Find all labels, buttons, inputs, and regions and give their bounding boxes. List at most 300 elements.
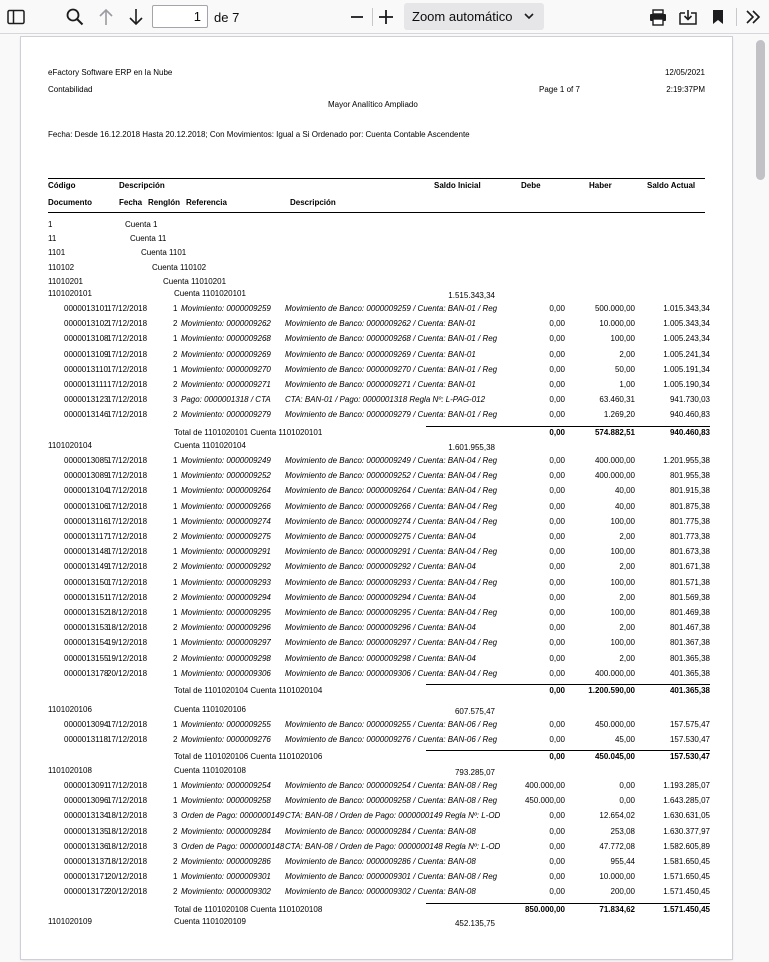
save-button[interactable] [677,7,699,27]
movement-haber: 2,00 [619,623,635,632]
movement-line: 1 [173,720,178,729]
hier-name: Cuenta 11 [130,234,167,243]
arrow-down-icon [128,8,144,26]
movement-reference: Movimiento: 0000009258 [181,796,271,805]
movement-date: 18/12/2018 [107,827,148,836]
movement-date: 20/12/2018 [107,872,148,881]
movement-debe: 0,00 [549,471,565,480]
movement-debe: 0,00 [549,380,565,389]
account-name: Cuenta 1101020104 [174,441,246,450]
movement-haber: 63.460,31 [599,395,635,404]
document-viewer[interactable] [0,34,769,962]
movement-saldo: 1.193.285,07 [663,781,710,790]
movement-description: Movimiento de Banco: 0000009292 / Cuenta: BAN-04 [285,562,476,571]
movement-row [21,304,732,319]
movement-saldo: 801.367,38 [669,638,710,647]
hier-name: Cuenta 1101 [141,248,187,257]
movement-date: 18/12/2018 [107,623,148,632]
movement-description: Movimiento de Banco: 0000009254 / Cuenta: BAN-08 / Reg [285,781,498,790]
movement-saldo: 1.630.377,97 [663,827,710,836]
movement-reference: Movimiento: 0000009274 [181,517,271,526]
movement-description: Movimiento de Banco: 0000009276 / Cuenta: BAN-06 / Reg [285,735,498,744]
account-code: 1101020101 [48,289,92,298]
zoom-in-button[interactable] [377,8,395,26]
account-total-debe: 0,00 [549,428,565,437]
movement-saldo: 1.582.605,89 [663,842,710,851]
account-saldo-inicial: 1.515.343,34 [448,291,495,300]
movement-description: Movimiento de Banco: 0000009298 / Cuenta: BAN-04 [285,654,476,663]
movement-saldo: 801.571,38 [669,578,710,587]
movement-haber: 0,00 [619,781,635,790]
movement-debe: 0,00 [549,827,565,836]
hier-code: 110102 [48,263,75,272]
movement-line: 3 [173,842,178,851]
movement-haber: 45,00 [614,735,635,744]
movement-haber: 100,00 [610,547,635,556]
movement-reference: Movimiento: 0000009301 [181,872,271,881]
account-code: 1101020104 [48,441,92,450]
page-total-label: de 7 [214,10,240,25]
movement-debe: 0,00 [549,304,565,313]
header-rule-bottom [48,212,705,213]
movement-date: 20/12/2018 [107,669,148,678]
col-descripcion: Descripción [119,181,165,190]
movement-doc: 0000013096 [64,796,109,805]
report-filter: Fecha: Desde 16.12.2018 Hasta 20.12.2018; Con Movimientos: Igual a Si Ordenado por: Cuenta Contable Ascendente [48,130,470,139]
movement-date: 17/12/2018 [107,517,148,526]
movement-reference: Movimiento: 0000009252 [181,471,271,480]
col-haber: Haber [589,181,612,190]
movement-saldo: 801.671,38 [669,562,710,571]
movement-date: 17/12/2018 [107,796,148,805]
movement-haber: 10.000,00 [599,872,635,881]
movement-line: 2 [173,350,178,359]
total-rule [426,903,710,904]
col-descripcion-mov: Descripción [290,198,336,207]
movement-reference: Movimiento: 0000009294 [181,593,271,602]
movement-haber: 100,00 [610,578,635,587]
zoom-select[interactable] [404,3,544,30]
hier-code: 11 [48,234,57,243]
movement-haber: 100,00 [610,608,635,617]
hier-code: 1 [48,220,53,229]
hier-code: 1101 [48,248,66,257]
movement-reference: Movimiento: 0000009262 [181,319,271,328]
next-page-button[interactable] [126,7,146,27]
movement-saldo: 1.005.343,34 [663,319,710,328]
movement-line: 2 [173,410,178,419]
movement-description: Movimiento de Banco: 0000009258 / Cuenta: BAN-08 / Reg [285,796,498,805]
movement-description: Movimiento de Banco: 0000009286 / Cuenta: BAN-08 [285,857,476,866]
movement-debe: 0,00 [549,593,565,602]
movement-saldo: 1.643.285,07 [663,796,710,805]
movement-doc: 0000013178 [64,669,109,678]
movement-date: 17/12/2018 [107,380,148,389]
previous-page-button[interactable] [96,7,116,27]
movement-reference: Movimiento: 0000009302 [181,887,271,896]
movement-reference: Movimiento: 0000009292 [181,562,271,571]
movement-saldo: 1.005.191,34 [663,365,710,374]
pdf-toolbar [0,0,769,34]
movement-description: Movimiento de Banco: 0000009279 / Cuenta: BAN-01 / Reg [285,410,498,419]
movement-line: 1 [173,486,178,495]
movement-line: 1 [173,578,178,587]
account-total-haber: 1.200.590,00 [588,686,635,695]
movement-saldo: 1.581.650,45 [663,857,710,866]
movement-haber: 100,00 [610,638,635,647]
movement-haber: 2,00 [619,593,635,602]
movement-description: Movimiento de Banco: 0000009295 / Cuenta: BAN-04 / Reg [285,608,498,617]
movement-description: Movimiento de Banco: 0000009291 / Cuenta: BAN-04 / Reg [285,547,498,556]
account-total-haber: 450.045,00 [594,752,635,761]
movement-reference: Movimiento: 0000009297 [181,638,271,647]
movement-date: 17/12/2018 [107,350,148,359]
movement-line: 2 [173,562,178,571]
movement-debe: 0,00 [549,735,565,744]
movement-saldo: 1.201.955,38 [663,456,710,465]
movement-haber: 400.000,00 [594,471,635,480]
toolbar-separator [372,8,373,26]
movement-row [21,720,732,735]
movement-saldo: 941.730,03 [669,395,710,404]
account-code: 1101020108 [48,766,92,775]
zoom-out-icon [350,10,364,24]
movement-reference: Movimiento: 0000009296 [181,623,271,632]
movement-line: 2 [173,623,178,632]
movement-saldo: 940.460,83 [669,410,710,419]
movement-debe: 0,00 [549,395,565,404]
movement-haber: 47.772,08 [599,842,635,851]
movement-line: 1 [173,365,178,374]
movement-saldo: 157.575,47 [669,720,710,729]
movement-doc: 0000013154 [64,638,109,647]
movement-haber: 200,00 [610,887,635,896]
zoom-select-value: Zoom automático [412,9,513,24]
movement-doc: 0000013137 [64,857,109,866]
movement-row [21,471,732,486]
movement-date: 17/12/2018 [107,319,148,328]
movement-reference: Orden de Pago: 0000000149 [181,811,285,820]
movement-debe: 0,00 [549,842,565,851]
movement-line: 1 [173,334,178,343]
movement-line: 3 [173,811,178,820]
search-icon [66,8,84,26]
movement-row [21,562,732,577]
movement-description: CTA: BAN-08 / Orden de Pago: 0000000148 Regla Nº: L-OD [285,842,501,851]
movement-line: 2 [173,532,178,541]
movement-date: 17/12/2018 [107,735,148,744]
movement-saldo: 801.365,38 [669,654,710,663]
movement-description: Movimiento de Banco: 0000009297 / Cuenta: BAN-04 / Reg [285,638,498,647]
movement-description: Movimiento de Banco: 0000009284 / Cuenta: BAN-08 [285,827,476,836]
movement-row [21,796,732,811]
print-icon [649,9,667,26]
movement-doc: 0000013111 [64,380,108,389]
movement-debe: 0,00 [549,638,565,647]
movement-haber: 2,00 [619,350,635,359]
account-total-debe: 850.000,00 [524,905,565,914]
movement-line: 1 [173,304,178,313]
movement-line: 1 [173,638,178,647]
col-fecha: Fecha [119,198,143,207]
header-rule-top [48,178,705,179]
movement-haber: 500.000,00 [594,304,635,313]
movement-description: Movimiento de Banco: 0000009266 / Cuenta: BAN-04 / Reg [285,502,498,511]
movement-row [21,456,732,471]
movement-row [21,350,732,365]
movement-date: 17/12/2018 [107,304,148,313]
movement-description: Movimiento de Banco: 0000009268 / Cuenta: BAN-01 / Reg [285,334,498,343]
movement-description: Movimiento de Banco: 0000009264 / Cuenta: BAN-04 / Reg [285,486,498,495]
movement-doc: 0000013094 [64,720,109,729]
movement-description: Movimiento de Banco: 0000009296 / Cuenta: BAN-04 [285,623,476,632]
account-saldo-inicial: 607.575,47 [454,707,495,716]
account-name: Cuenta 1101020108 [174,766,246,775]
account-saldo-inicial: 1.601.955,38 [448,443,495,452]
movement-debe: 400.000,00 [524,781,565,790]
download-icon [679,9,697,26]
movement-row [21,811,732,826]
account-total-saldo: 1.571.450,45 [663,905,710,914]
movement-saldo: 1.015.343,34 [663,304,710,313]
movement-haber: 40,00 [614,502,635,511]
report-time: 2:19:37PM [666,85,705,94]
movement-row [21,395,732,410]
movement-row [21,857,732,872]
movement-saldo: 1.571.450,45 [663,887,710,896]
movement-line: 1 [173,669,178,678]
movement-debe: 0,00 [549,887,565,896]
movement-description: Movimiento de Banco: 0000009270 / Cuenta: BAN-01 / Reg [285,365,498,374]
total-rule [426,426,710,427]
scrollbar-thumb[interactable] [756,40,765,180]
movement-row [21,842,732,857]
find-button[interactable] [64,7,86,27]
account-name: Cuenta 1101020109 [174,917,246,926]
movement-reference: Movimiento: 0000009291 [181,547,271,556]
sidebar-toggle-button[interactable] [6,8,26,26]
account-saldo-inicial: 793.285,07 [454,768,495,777]
movement-debe: 0,00 [549,562,565,571]
movement-debe: 0,00 [549,410,565,419]
movement-line: 2 [173,887,178,896]
movement-debe: 0,00 [549,720,565,729]
movement-row [21,365,732,380]
movement-haber: 40,00 [614,486,635,495]
movement-debe: 0,00 [549,456,565,465]
movement-haber: 253,08 [610,827,635,836]
bookmark-button[interactable] [708,7,728,27]
movement-debe: 0,00 [549,608,565,617]
movement-row [21,410,732,425]
movement-doc: 0000013151 [64,593,109,602]
movement-row [21,486,732,501]
movement-line: 1 [173,471,178,480]
movement-debe: 0,00 [549,547,565,556]
total-rule [426,684,710,685]
movement-line: 1 [173,781,178,790]
movement-reference: Movimiento: 0000009249 [181,456,271,465]
movement-date: 17/12/2018 [107,502,148,511]
movement-reference: Movimiento: 0000009293 [181,578,271,587]
movement-doc: 0000013110 [64,365,108,374]
movement-doc: 0000013101 [64,304,109,313]
arrow-up-icon [98,8,114,26]
movement-doc: 0000013104 [64,486,109,495]
account-total-saldo: 401.365,38 [669,686,710,695]
movement-date: 17/12/2018 [107,365,148,374]
movement-debe: 0,00 [549,872,565,881]
movement-description: Movimiento de Banco: 0000009255 / Cuenta: BAN-06 / Reg [285,720,498,729]
movement-date: 17/12/2018 [107,578,148,587]
movement-row [21,532,732,547]
movement-doc: 0000013117 [64,532,108,541]
movement-doc: 0000013150 [64,578,109,587]
movement-doc: 0000013155 [64,654,109,663]
movement-date: 17/12/2018 [107,593,148,602]
hier-code: 11010201 [48,277,83,286]
movement-haber: 10.000,00 [599,319,635,328]
movement-saldo: 1.005.190,34 [663,380,710,389]
movement-haber: 100,00 [610,517,635,526]
movement-row [21,334,732,349]
print-button[interactable] [647,7,669,27]
movement-line: 2 [173,319,178,328]
pdf-page [21,37,732,959]
movement-description: Movimiento de Banco: 0000009301 / Cuenta: BAN-08 / Reg [285,872,498,881]
vertical-scrollbar[interactable] [752,34,769,962]
chevrons-right-icon [745,10,761,24]
movement-debe: 0,00 [549,811,565,820]
movement-doc: 0000013109 [64,350,109,359]
movement-reference: Movimiento: 0000009284 [181,827,271,836]
movement-debe: 0,00 [549,350,565,359]
movement-doc: 0000013148 [64,547,109,556]
movement-doc: 0000013134 [64,811,109,820]
movement-saldo: 801.875,38 [669,502,710,511]
movement-row [21,669,732,684]
movement-row [21,517,732,532]
total-rule [426,750,710,751]
movement-date: 20/12/2018 [107,887,148,896]
account-code: 1101020106 [48,705,92,714]
movement-doc: 0000013091 [64,781,109,790]
zoom-in-icon [378,9,394,25]
movement-saldo: 801.915,38 [669,486,710,495]
movement-haber: 2,00 [619,654,635,663]
movement-reference: Movimiento: 0000009279 [181,410,271,419]
movement-date: 17/12/2018 [107,395,148,404]
movement-row [21,827,732,842]
movement-saldo: 801.773,38 [669,532,710,541]
page-indicator: Page 1 of 7 [539,85,580,94]
movement-doc: 0000013106 [64,502,109,511]
movement-line: 1 [173,872,178,881]
movement-reference: Movimiento: 0000009271 [181,380,271,389]
movement-debe: 0,00 [549,319,565,328]
movement-line: 1 [173,796,178,805]
movement-date: 17/12/2018 [107,781,148,790]
movement-description: Movimiento de Banco: 0000009259 / Cuenta: BAN-01 / Reg [285,304,498,313]
movement-haber: 12.654,02 [599,811,635,820]
movement-doc: 0000013102 [64,319,109,328]
movement-haber: 450.000,00 [594,720,635,729]
movement-doc: 0000013152 [64,608,109,617]
col-codigo: Código [48,181,76,190]
account-total-saldo: 940.460,83 [669,428,710,437]
movement-reference: Movimiento: 0000009295 [181,608,271,617]
movement-row [21,781,732,796]
zoom-out-button[interactable] [348,8,366,26]
movement-description: Movimiento de Banco: 0000009249 / Cuenta: BAN-04 / Reg [285,456,498,465]
movement-saldo: 1.571.650,45 [663,872,710,881]
movement-date: 19/12/2018 [107,654,148,663]
movement-description: CTA: BAN-01 / Pago: 0000001318 Regla Nº: L-PAG-012 [285,395,486,404]
toolbar-separator [736,8,737,26]
tools-menu-button[interactable] [743,7,763,27]
movement-haber: 100,00 [610,334,635,343]
movement-saldo: 801.673,38 [669,547,710,556]
account-total-saldo: 157.530,47 [669,752,710,761]
account-total-label: Total de 1101020101 Cuenta 1101020101 [174,428,323,437]
movement-reference: Movimiento: 0000009259 [181,304,271,313]
movement-haber: 1.269,20 [603,410,635,419]
movement-debe: 0,00 [549,365,565,374]
account-total-haber: 71.834,62 [599,905,635,914]
page-number-input[interactable]: 1 [152,5,208,28]
movement-debe: 0,00 [549,623,565,632]
account-total-haber: 574.882,51 [594,428,635,437]
movement-doc: 0000013146 [64,410,109,419]
account-saldo-inicial: 452.135,75 [454,919,495,928]
movement-line: 1 [173,502,178,511]
movement-line: 2 [173,857,178,866]
hier-name: Cuenta 1 [125,220,158,229]
movement-line: 2 [173,827,178,836]
movement-row [21,593,732,608]
movement-saldo: 401.365,38 [669,669,710,678]
movement-haber: 2,00 [619,562,635,571]
account-name: Cuenta 1101020101 [174,289,246,298]
movement-line: 2 [173,380,178,389]
movement-saldo: 1.005.243,34 [663,334,710,343]
movement-saldo: 801.775,38 [669,517,710,526]
movement-debe: 450.000,00 [524,796,565,805]
movement-doc: 0000013153 [64,623,109,632]
account-name: Cuenta 1101020106 [174,705,246,714]
col-saldo-inicial: Saldo Inicial [434,181,481,190]
movement-row [21,380,732,395]
movement-debe: 0,00 [549,578,565,587]
movement-description: Movimiento de Banco: 0000009306 / Cuenta: BAN-04 / Reg [285,669,498,678]
movement-doc: 0000013135 [64,827,109,836]
movement-doc: 0000013116 [64,517,108,526]
movement-row [21,735,732,750]
movement-saldo: 801.955,38 [669,471,710,480]
movement-row [21,547,732,562]
movement-date: 17/12/2018 [107,532,148,541]
movement-debe: 0,00 [549,334,565,343]
movement-description: Movimiento de Banco: 0000009269 / Cuenta: BAN-01 [285,350,476,359]
movement-description: Movimiento de Banco: 0000009294 / Cuenta: BAN-04 [285,593,476,602]
movement-haber: 50,00 [614,365,635,374]
movement-doc: 0000013149 [64,562,109,571]
movement-row [21,638,732,653]
movement-date: 18/12/2018 [107,842,148,851]
movement-doc: 0000013108 [64,334,109,343]
movement-reference: Movimiento: 0000009254 [181,781,271,790]
movement-saldo: 1.630.631,05 [663,811,710,820]
